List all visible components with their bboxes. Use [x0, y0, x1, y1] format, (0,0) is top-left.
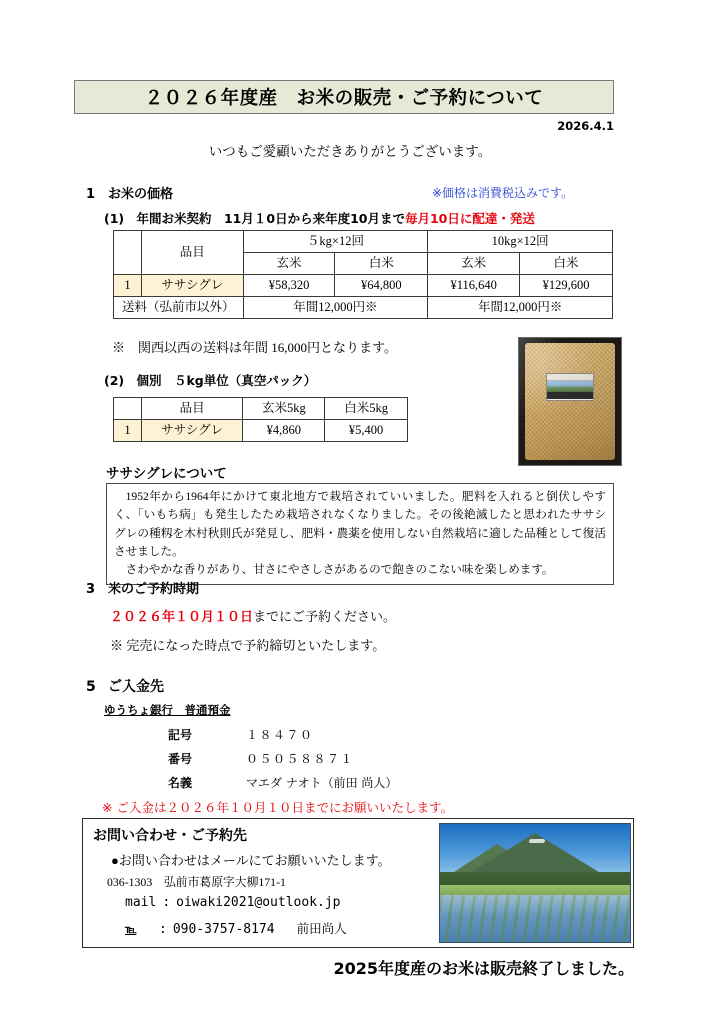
package-plastic-sheen [519, 338, 621, 465]
header-hakumai-5kg: 白米5kg [325, 398, 408, 420]
header-10kg-hakumai: 白米 [520, 253, 613, 275]
bank-row-holder [168, 774, 397, 791]
bank-row-number [168, 750, 354, 767]
header-item: 品目 [141, 231, 243, 275]
tel-separator: : [159, 922, 167, 937]
row-number: 1 [114, 275, 142, 297]
subsection-label-2: (2) [104, 373, 125, 388]
bank-name: ゆうちょ銀行 普通預金 [104, 703, 231, 717]
greeting-text: いつもご愛顧いただきありがとうございます。 [208, 144, 492, 159]
price-5kg-genmai: ¥58,320 [243, 275, 335, 297]
bank-value-symbol: １８４７０ [246, 728, 314, 742]
header-10kg-genmai: 玄米 [428, 253, 520, 275]
header-item-2: 品目 [141, 398, 243, 420]
photo-snow-patch [529, 839, 546, 843]
page-title: ２０２６年度産 お米の販売・ご予約について [144, 88, 544, 109]
about-paragraph-1: 1952年から1964年にかけて東北地方で栽培されていいました。肥料を入れると倒伏しやすく、「いもち病」も発生したため栽培されなくなりました。その後絶滅したと思われたササシグレの種籾を木村秋則氏が発見し、肥料・農薬を使用しない自然栽培に適した品種として復活させました。 [114, 490, 606, 558]
mail-label: mail [125, 895, 157, 910]
shipping-fee-10kg: 年間12,000円※ [428, 297, 613, 319]
row-item-name-2: ササシグレ [141, 420, 243, 442]
reservation-deadline-date: ２０２６年１０月１０日 [110, 610, 254, 625]
section-heading-payment [86, 676, 164, 696]
contact-box [82, 818, 634, 948]
shipping-label: 送料（弘前市以外） [114, 297, 244, 319]
table-header-row-groups [114, 231, 613, 253]
contact-mail-row [125, 895, 341, 910]
table-row [114, 275, 613, 297]
photo-water-reflection [440, 895, 630, 942]
bank-value-holder: マエダ ナオト（前田 尚人） [246, 776, 398, 790]
mount-iwaki-photo [439, 823, 631, 943]
table-header-row [114, 398, 408, 420]
table-row [114, 420, 408, 442]
reservation-deadline-text: までにご予約ください。 [253, 609, 397, 624]
contact-tel-row [125, 919, 347, 937]
bank-label-holder: 名義 [168, 776, 193, 790]
document-title-bar [74, 80, 614, 114]
header-genmai-5kg: 玄米5kg [243, 398, 325, 420]
contact-person-name: 前田尚人 [296, 922, 347, 936]
tax-included-note: ※価格は消費税込みです。 [432, 186, 574, 200]
section-title-price: お米の価格 [108, 187, 174, 202]
section-heading-reservation [86, 578, 199, 597]
bank-row-symbol [168, 726, 314, 743]
price-5kg-hakumai: ¥64,800 [335, 275, 428, 297]
bottom-sold-out-notice: 2025年度産のお米は販売終了しました。 [333, 959, 634, 978]
subsection-annual-contract [104, 209, 535, 227]
bank-value-number: ０５０５８８７１ [246, 752, 355, 766]
individual-price-table [113, 397, 408, 442]
bank-label-number: 番号 [168, 752, 193, 766]
contact-title: お問い合わせ・ご予約先 [93, 828, 247, 844]
section-title-payment: ご入金先 [108, 679, 164, 695]
shipping-fee-5kg: 年間12,000円※ [243, 297, 428, 319]
subsection-individual [104, 371, 316, 389]
section-heading-price [86, 183, 173, 202]
document-date: 2026.4.1 [557, 119, 614, 133]
price-individual-hakumai: ¥5,400 [325, 420, 408, 442]
subsection-label-1: (1) [104, 211, 125, 226]
section-number-price: 1 [86, 187, 96, 202]
contact-phone-number[interactable]: 090-3757-8174 [172, 922, 275, 937]
header-group-5kg: ５kg×12回 [243, 231, 428, 253]
about-description-box [106, 483, 614, 585]
bank-label-symbol: 記号 [168, 728, 193, 742]
header-blank-no [114, 231, 142, 275]
header-5kg-genmai: 玄米 [243, 253, 335, 275]
header-group-10kg: 10kg×12回 [428, 231, 613, 253]
telephone-icon: ℡ [125, 924, 137, 936]
row-number-2: 1 [114, 420, 142, 442]
annual-price-table [113, 230, 613, 319]
row-item-name: ササシグレ [141, 275, 243, 297]
section-number-reservation: 3 [86, 582, 96, 597]
section-title-reservation: 米のご予約時期 [108, 582, 200, 597]
shipping-west-note: ※ 関西以西の送料は年間 16,000円となります。 [112, 340, 397, 355]
payment-deadline-note: ※ ご入金は２０２６年１０月１０日までにお願いいたします。 [102, 800, 453, 815]
reservation-deadline-line [110, 606, 396, 625]
about-heading: ササシグレについて [106, 466, 227, 482]
subsection-title-1: 年間お米契約 11月１0日から来年度10月まで [136, 211, 405, 226]
price-10kg-hakumai: ¥129,600 [520, 275, 613, 297]
mail-separator: : [162, 895, 171, 910]
contact-mail-only-note: ●お問い合わせはメールにてお願いいたします。 [111, 853, 391, 868]
contact-address: 036-1303 弘前市葛原字大柳171-1 [107, 875, 286, 889]
section-number-payment: 5 [86, 679, 96, 695]
header-5kg-hakumai: 白米 [335, 253, 428, 275]
header-blank-no-2 [114, 398, 142, 420]
sold-out-note: ※ 完売になった時点で予約締切といたします。 [110, 638, 386, 653]
rice-package-photo [518, 337, 622, 466]
contact-email-address[interactable]: oiwaki2021@outlook.jp [176, 895, 341, 910]
about-paragraph-2: さわやかな香りがあり、甘さにやさしさがあるので飽きのこない味を楽しめます。 [125, 563, 554, 577]
table-row-shipping [114, 297, 613, 319]
price-individual-genmai: ¥4,860 [243, 420, 325, 442]
price-10kg-genmai: ¥116,640 [428, 275, 520, 297]
subsection-title-2: 個別 ５kg単位（真空パック） [136, 373, 317, 388]
delivery-schedule-highlight: 毎月10日に配達・発送 [404, 211, 535, 226]
